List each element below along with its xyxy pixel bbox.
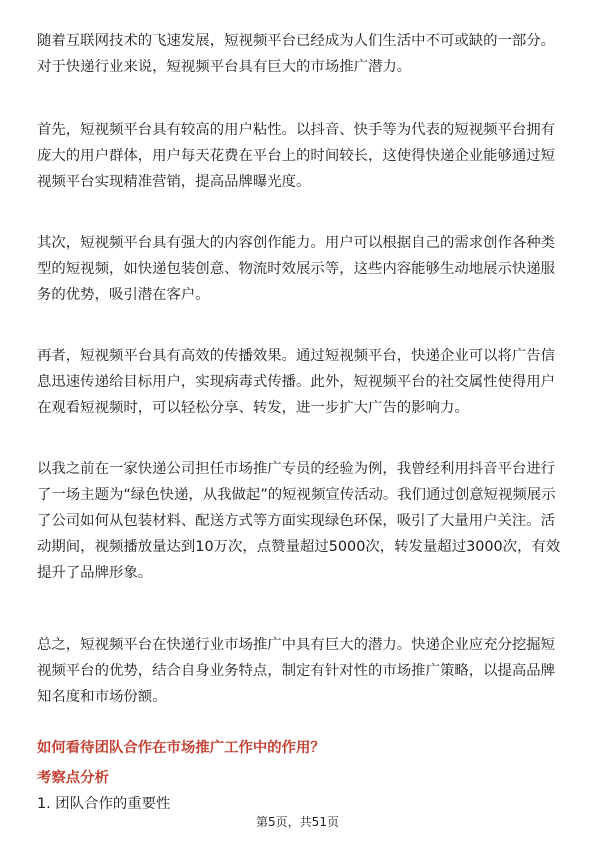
text-line: 息迅速传递给目标用户，实现病毒式传播。此外，短视频平台的社交属性使得用户 xyxy=(37,374,556,390)
paragraph-conclusion xyxy=(37,632,561,710)
text-line: 随着互联网技术的飞速发展，短视频平台已经成为人们生活中不可或缺的一部分。 xyxy=(37,33,556,49)
text-line: 对于快递行业来说，短视频平台具有巨大的市场推广潜力。 xyxy=(37,59,412,75)
text-line: 型的短视频，如快递包装创意、物流时效展示等，这些内容能够生动地展示快递服 xyxy=(37,261,556,277)
text-line: 再者，短视频平台具有高效的传播效果。通过短视频平台，快递企业可以将广告信 xyxy=(37,348,556,364)
text-line: 知名度和市场份额。 xyxy=(37,689,167,705)
text-line: 视频平台实现精准营销，提高品牌曝光度。 xyxy=(37,174,311,190)
text-line: 了公司如何从包装材料、配送方式等方面实现绿色环保，吸引了大量用户关注。活 xyxy=(37,513,556,529)
text-line: 首先，短视频平台具有较高的用户粘性。以抖音、快手等为代表的短视频平台拥有 xyxy=(37,122,556,138)
question-heading: 如何看待团队合作在市场推广工作中的作用？ xyxy=(37,740,325,756)
text-line: 其次，短视频平台具有强大的内容创作能力。用户可以根据自己的需求创作各种类 xyxy=(37,235,556,251)
paragraph-intro xyxy=(37,28,561,80)
analysis-heading: 考察点分析 xyxy=(37,770,109,786)
text-line: 视频平台的优势，结合自身业务特点，制定有针对性的市场推广策略，以提高品牌 xyxy=(37,663,556,679)
text-line: 总之，短视频平台在快递行业市场推广中具有巨大的潜力。快递企业应充分挖掘短 xyxy=(37,637,556,653)
text-line: 提升了品牌形象。 xyxy=(37,565,153,581)
text-line: 在观看短视频时，可以轻松分享、转发，进一步扩大广告的影响力。 xyxy=(37,400,469,416)
paragraph-example xyxy=(37,456,561,586)
page-footer: 第5页，共51页 xyxy=(256,815,339,829)
paragraph-first xyxy=(37,117,561,195)
text-line: 动期间，视频播放量达到10万次，点赞量超过5000次，转发量超过3000次，有效 xyxy=(37,539,561,555)
text-line: 务的优势，吸引潜在客户。 xyxy=(37,287,210,303)
paragraph-third xyxy=(37,343,561,421)
text-line: 了一场主题为“绿色快递，从我做起”的短视频宣传活动。我们通过创意短视频展示 xyxy=(37,487,556,503)
text-line: 以我之前在一家快递公司担任市场推广专员的经验为例，我曾经利用抖音平台进行 xyxy=(37,461,556,477)
point-item: 1. 团队合作的重要性 xyxy=(37,796,171,812)
paragraph-second xyxy=(37,230,561,308)
text-line: 庞大的用户群体，用户每天花费在平台上的时间较长，这使得快递企业能够通过短 xyxy=(37,148,556,164)
